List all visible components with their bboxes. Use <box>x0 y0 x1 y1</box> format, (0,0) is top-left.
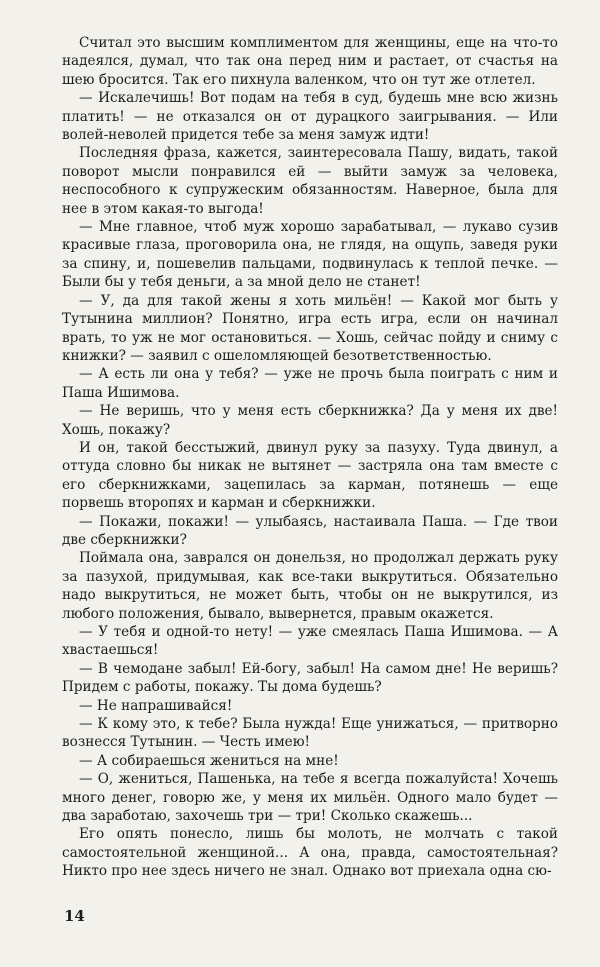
paragraph: Последняя фраза, кажется, заинтересовала Пашу, видать, такой поворот мысли понравился ей — выйти замуж за человека, неспособного к супружеским обязанностям. Наверное, была для нее в этом какая-то выгода! <box>62 145 558 217</box>
paragraph: Его опять понесло, лишь бы молоть, не молчать с такой самостоятельной женщиной... А она, правда, самостоятельная? Никто про нее здесь ничего не знал. Однако вот приехала одна сю- <box>62 826 558 880</box>
paragraph: — Не напрашивайся! <box>79 697 233 714</box>
paragraph: — Покажи, покажи! — улыбаясь, настаивала Паша. — Где твои две сберкнижки? <box>62 513 558 548</box>
paragraph: Поймала она, заврался он донельзя, но продолжал держать руку за пазухой, придумывая, как все-таки выкрутиться. Обязательно надо выкрутиться, не может быть, чтобы он не выкрутился, из любого положения, бывало, вывернется, правым окажется. <box>62 550 558 622</box>
paragraph: Считал это высшим комплиментом для женщины, еще на что-то надеялся, думал, что так она перед ним и растает, от счастья на шею бросится. Так его пихнула валенком, что он тут же отлетел. <box>62 35 558 88</box>
page-number: 14 <box>64 907 85 925</box>
paragraph: — О, жениться, Пашенька, на тебе я всегда пожалуйста! Хочешь много денег, говорю же, у меня их мильён. Одного мало будет — два заработаю, захочешь три — три! Сколько скажешь... <box>62 771 558 825</box>
page-text <box>62 34 558 881</box>
paragraph: — Не веришь, что у меня есть сберкнижка? Да у меня их две! Хошь, покажу? <box>62 403 558 438</box>
paragraph: — Искалечишь! Вот подам на тебя в суд, будешь мне всю жизнь платить! — не отказался он от дурацкого заигрывания. — Или волей-неволей придется тебе за меня замуж идти! <box>62 90 558 144</box>
paragraph: — У тебя и одной-то нету! — уже смеялась Паша Ишимова. — А хвастаешься! <box>62 624 558 659</box>
paragraph: — Мне главное, чтоб муж хорошо зарабатывал, — лукаво сузив красивые глаза, проговорила она, не глядя, на ощупь, заведя руки за спину, и, пошевелив пальцами, подвинулась к теплой печке. — Были бы у тебя деньги, а за мной дело не станет! <box>62 219 558 291</box>
paragraph: — В чемодане забыл! Ей-богу, забыл! На самом дне! Не веришь? Придем с работы, покажу. Ты дома будешь? <box>62 660 558 696</box>
paragraph: — К кому это, к тебе? Была нужда! Еще унижаться, — притворно вознесся Тутынин. — Честь имею! <box>62 716 558 751</box>
paragraph: — У, да для такой жены я хоть мильён! — Какой мог быть у Тутынина миллион? Понятно, игра есть игра, если он начинал врать, то уж не мог остановиться. — Хошь, сейчас пойду и сниму с книжки? — заявил с ошеломляющей безответственностью. <box>62 292 558 364</box>
paragraph: И он, такой бесстыжий, двинул руку за пазуху. Туда двинул, а оттуда словно бы никак не вытянет — застряла она там вместе с его сберкнижками, зацепилась за карман, потянешь — еще порвешь второпях и карман и сберкнижки. <box>62 439 558 512</box>
paragraph: — А собираешься жениться на мне! <box>79 752 339 769</box>
paragraph: — А есть ли она у тебя? — уже не прочь была поиграть с ним и Паша Ишимова. <box>62 366 558 401</box>
